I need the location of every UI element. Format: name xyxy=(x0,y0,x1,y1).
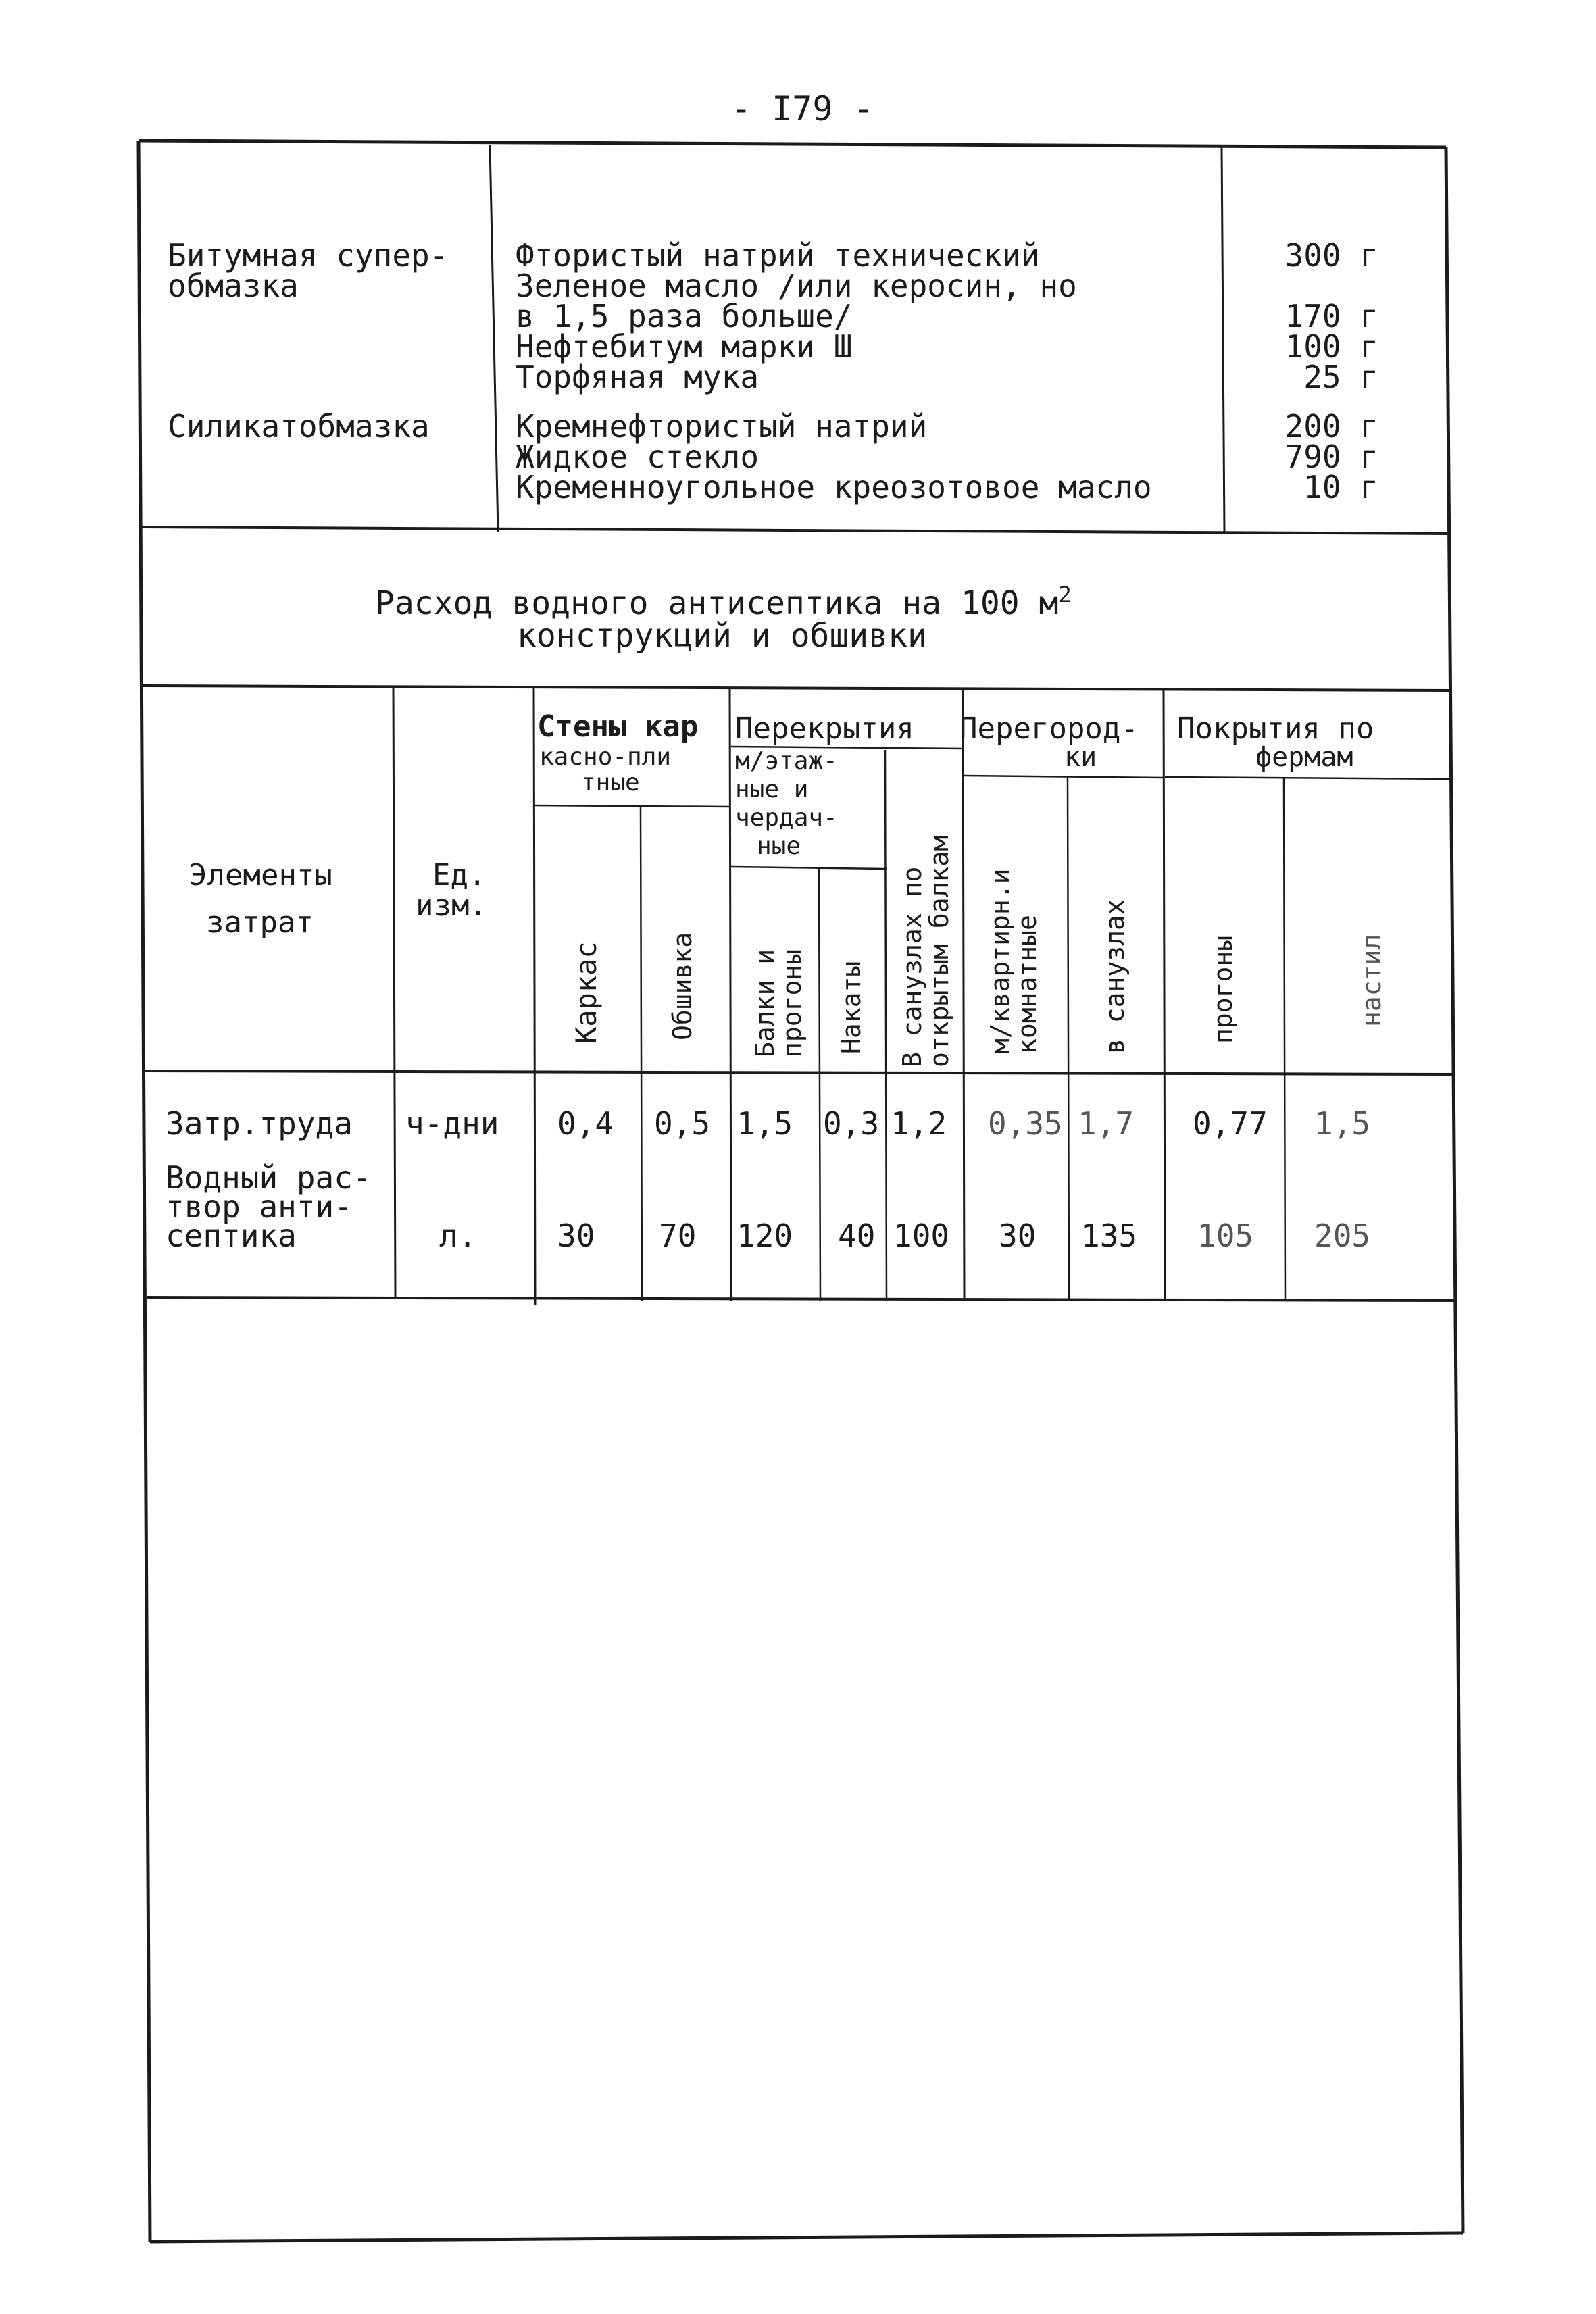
cell-value: 0,5 xyxy=(654,1105,711,1142)
ingredient-line: Нефтебитум марки Ш xyxy=(516,328,853,365)
group-partitions-header: ки xyxy=(1064,742,1097,773)
subcol-apartment-walls: м/квартирн.и xyxy=(985,868,1015,1054)
subgroup-floors-header: чердач- xyxy=(735,804,838,832)
subgroup-floors-header: ные и xyxy=(735,776,809,803)
group-walls-header: касно-пли xyxy=(539,743,672,771)
cell-value: 30 xyxy=(557,1217,595,1254)
cell-value: 0,35 xyxy=(988,1105,1063,1142)
ingredient-line: Торфяная мука xyxy=(516,359,759,395)
cell-value: 1,5 xyxy=(1314,1105,1371,1142)
recipe-name: Силикатобмазка xyxy=(168,408,430,445)
row-name: Водный рас- xyxy=(166,1159,372,1196)
section-title-text: Расход водного антисептика на 100 м xyxy=(375,584,1059,622)
subcol-beams: прогоны xyxy=(777,949,807,1057)
ingredient-line: Кремнефтористый натрий xyxy=(516,408,928,445)
cell-value: 105 xyxy=(1197,1217,1254,1254)
subcol-decking: Накаты xyxy=(837,961,866,1054)
col-unit-header: изм. xyxy=(416,888,487,923)
cell-value: 120 xyxy=(737,1217,793,1254)
cell-value: 100 xyxy=(893,1217,950,1254)
group-roofs-header: фермам xyxy=(1255,742,1353,773)
cell-value: 0,4 xyxy=(557,1105,614,1142)
col-unit-header: Ед. xyxy=(432,858,487,892)
ingredient-amount: 10 г xyxy=(1303,469,1378,505)
superscript: 2 xyxy=(1058,582,1072,607)
subcol-purlins: прогоны xyxy=(1208,935,1238,1044)
section-title-line2: конструкций и обшивки xyxy=(517,617,927,655)
recipe-name: обмазка xyxy=(168,268,299,304)
group-partitions-header: Перегород- xyxy=(959,711,1139,746)
subcol-sheathing: Обшивка xyxy=(668,932,697,1040)
ingredient-amount: 25 г xyxy=(1303,359,1378,395)
ingredient-line: Кременноугольное креозотовое масло xyxy=(516,469,1152,505)
subgroup-floors-header: м/этаж- xyxy=(735,747,838,775)
ingredient-amount: 100 г xyxy=(1285,328,1378,365)
row-name: септика xyxy=(166,1217,297,1254)
row-name: твор анти- xyxy=(166,1188,353,1225)
cell-value: 30 xyxy=(999,1217,1037,1254)
ingredient-amount: 790 г xyxy=(1285,438,1378,475)
cell-value: 0,77 xyxy=(1193,1105,1268,1142)
cell-value: 1,7 xyxy=(1078,1105,1134,1142)
cell-value: 1,2 xyxy=(891,1105,947,1142)
cell-value: 135 xyxy=(1081,1217,1138,1254)
page-number: - I79 - xyxy=(731,89,874,128)
cell-value: 1,5 xyxy=(737,1105,793,1142)
ingredient-amount: 300 г xyxy=(1285,237,1378,274)
row-name: Затр.труда xyxy=(166,1105,353,1142)
subcol-sanitary-partitions: в санузлах xyxy=(1100,899,1130,1054)
ingredient-amount: 200 г xyxy=(1285,408,1378,445)
group-walls-header: тные xyxy=(581,769,640,797)
ingredient-line: в 1,5 раза больше/ xyxy=(516,298,853,334)
cell-value: 40 xyxy=(838,1217,876,1254)
group-walls-header: Стены кар xyxy=(537,709,699,744)
col-elements-header: Элементы xyxy=(189,858,332,892)
col-elements-header: затрат xyxy=(206,905,314,940)
cell-value: 70 xyxy=(659,1217,697,1254)
ingredient-line: Жидкое стекло xyxy=(516,438,759,475)
row-unit: ч-дни xyxy=(405,1105,499,1142)
row-unit: л. xyxy=(439,1217,477,1254)
subcol-beams: Балки и xyxy=(750,949,780,1057)
recipe-name: Битумная супер- xyxy=(168,237,449,274)
group-floors-header: Перекрытия xyxy=(735,711,914,746)
subgroup-floors-header: ные xyxy=(757,832,801,860)
subcol-decking-roof: настил xyxy=(1357,934,1387,1027)
subcol-frame: Каркас xyxy=(570,941,603,1044)
cell-value: 0,3 xyxy=(823,1105,880,1142)
ingredient-line: Зеленое масло /или керосин, но xyxy=(516,268,1077,304)
cell-value: 205 xyxy=(1314,1217,1371,1254)
group-roofs-header: Покрытия по xyxy=(1177,711,1374,746)
subcol-apartment-walls: комнатные xyxy=(1012,915,1042,1054)
subcol-sanitary-floor: открытым балкам xyxy=(924,835,954,1067)
subcol-sanitary-floor: В санузлах по xyxy=(897,866,927,1067)
ingredient-amount: 170 г xyxy=(1285,298,1378,334)
ingredient-line: Фтористый натрий технический xyxy=(516,237,1040,274)
